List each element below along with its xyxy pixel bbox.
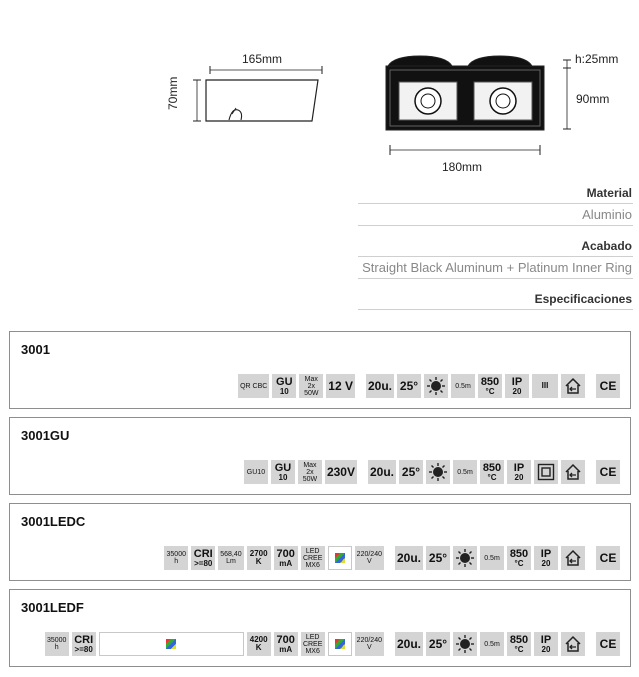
- spec-divider: [358, 225, 633, 226]
- icon-label: LED: [305, 547, 320, 555]
- temperature-icon: [507, 632, 531, 656]
- icon-label: h: [174, 558, 179, 565]
- icon-label: QR CBC: [240, 382, 268, 390]
- top-height-dimension: h:25mm: [575, 52, 619, 66]
- side-height-dimension: 70mm: [166, 76, 180, 110]
- lamp-gu10-icon: [244, 460, 268, 484]
- side-width-dimension: 165mm: [242, 52, 283, 66]
- indoor-icon: [561, 546, 585, 570]
- icon-label: 850: [509, 633, 529, 646]
- class-iii-icon: [532, 374, 558, 398]
- product-card: [9, 417, 631, 495]
- product-card: [9, 589, 631, 667]
- ce-mark-icon: [596, 632, 620, 656]
- indoor-icon: [561, 632, 585, 656]
- icon-label: 220/240: [356, 551, 382, 558]
- icon-label: °C: [514, 558, 524, 568]
- icon-label: 700: [276, 633, 295, 646]
- icon-label: CE: [599, 551, 617, 565]
- spec-label: Acabado: [581, 239, 632, 253]
- icon-label: mA: [279, 558, 293, 568]
- icon-label: 850: [482, 461, 502, 474]
- class-ii-icon: [534, 460, 558, 484]
- ce-mark-icon: [596, 460, 620, 484]
- icon-label: CREE: [302, 554, 323, 562]
- icon-label: CE: [599, 637, 617, 651]
- spec-divider: [358, 278, 633, 279]
- indoor-icon: [561, 460, 585, 484]
- beam-icon: [426, 460, 450, 484]
- cri-icon: [72, 632, 96, 656]
- product-code: 3001LEDF: [21, 600, 84, 615]
- beam-icon: [453, 546, 477, 570]
- icon-label: 230V: [326, 465, 355, 479]
- ip-rating-icon: [534, 632, 558, 656]
- rgb-icon: [328, 546, 352, 570]
- lifetime-icon: [164, 546, 188, 570]
- indoor-icon: [561, 374, 585, 398]
- icon-label: CRI: [193, 547, 213, 560]
- icon-label: 0.5m: [484, 640, 500, 648]
- icon-label: CE: [599, 465, 617, 479]
- rgb-icon: [328, 632, 352, 656]
- icon-label: 25°: [428, 637, 448, 651]
- product-icon-row: [164, 546, 620, 570]
- icon-label: 20u.: [369, 465, 394, 479]
- spec-label: Material: [586, 186, 632, 200]
- units-icon: [395, 632, 423, 656]
- ce-mark-icon: [596, 374, 620, 398]
- icon-label: 2x: [307, 382, 315, 390]
- units-icon: [368, 460, 396, 484]
- icon-label: 700: [276, 547, 295, 560]
- icon-label: 12 V: [328, 379, 353, 393]
- icon-label: CRI: [74, 633, 94, 646]
- ip-rating-icon: [505, 374, 529, 398]
- current-icon: [274, 632, 298, 656]
- max-power-icon: [299, 374, 323, 398]
- icon-label: 50W: [304, 389, 319, 397]
- icon-label: MX6: [305, 647, 320, 655]
- voltage-icon: [325, 460, 357, 484]
- top-width-dimension: 180mm: [442, 160, 483, 174]
- distance-icon: [451, 374, 475, 398]
- icon-label: 25°: [401, 465, 421, 479]
- icon-label: >=80: [194, 558, 213, 568]
- product-icon-row: [45, 632, 620, 656]
- product-icon-row: [238, 374, 620, 398]
- icon-label: 20u.: [396, 551, 421, 565]
- icon-label: h: [54, 644, 59, 651]
- icon-label: mA: [279, 644, 293, 654]
- ce-mark-icon: [596, 546, 620, 570]
- icon-label: °C: [487, 472, 497, 482]
- lamp-qr-cbc-icon: [238, 374, 269, 398]
- icon-label: Max: [303, 461, 317, 469]
- temperature-icon: [507, 546, 531, 570]
- tilt-icon: [426, 632, 450, 656]
- icon-label: 35000: [46, 637, 67, 644]
- product-code: 3001: [21, 342, 50, 357]
- icon-label: °C: [485, 386, 495, 396]
- icon-label: 20: [541, 644, 551, 654]
- icon-label: IP: [540, 547, 552, 560]
- ip-rating-icon: [507, 460, 531, 484]
- ip-rating-icon: [534, 546, 558, 570]
- icon-label: 20u.: [396, 637, 421, 651]
- side-view-drawing: [193, 66, 322, 121]
- voltage-range-icon: [355, 632, 384, 656]
- lumen-icon: [218, 546, 243, 570]
- icon-label: 20: [541, 558, 551, 568]
- voltage-icon: [326, 374, 355, 398]
- icon-label: Max: [304, 375, 318, 383]
- distance-icon: [480, 546, 504, 570]
- icon-label: GU: [274, 461, 292, 474]
- spec-value: Straight Black Aluminum + Platinum Inner Ring: [362, 260, 632, 275]
- icon-label: 0.5m: [455, 382, 471, 390]
- spec-value: Aluminio: [582, 207, 632, 222]
- distance-icon: [453, 460, 477, 484]
- socket-gu10-icon: [272, 374, 296, 398]
- icon-label: GU10: [246, 468, 266, 476]
- icon-label: CE: [599, 379, 617, 393]
- icon-label: GU: [276, 375, 293, 388]
- icon-label: 2x: [306, 468, 314, 476]
- beam-icon: [453, 632, 477, 656]
- icon-label: MX6: [305, 561, 320, 569]
- lifetime-icon: [45, 632, 69, 656]
- icon-label: 2700: [249, 549, 268, 558]
- icon-label: 35000: [166, 551, 186, 558]
- icon-label: 850: [509, 547, 529, 560]
- spec-divider: [358, 256, 633, 257]
- tilt-icon: [399, 460, 423, 484]
- icon-label: III: [541, 381, 549, 390]
- led-cree-icon: [301, 546, 325, 570]
- max-power-icon: [298, 460, 322, 484]
- beam-icon: [424, 374, 448, 398]
- spec-divider: [358, 203, 633, 204]
- spec-finish: [358, 239, 633, 279]
- distance-icon: [480, 632, 504, 656]
- current-icon: [274, 546, 298, 570]
- icon-label: 0.5m: [484, 554, 500, 562]
- icon-label: V: [366, 558, 372, 565]
- color-temp-icon: [247, 632, 271, 656]
- icon-label: 0.5m: [457, 468, 473, 476]
- icon-label: 220/240: [356, 637, 382, 644]
- icon-label: Lm: [226, 558, 236, 565]
- units-icon: [395, 546, 423, 570]
- icon-label: 850: [480, 375, 500, 388]
- icon-label: 568,40: [220, 551, 242, 558]
- product-icon-row: [244, 460, 620, 484]
- cri-icon: [191, 546, 215, 570]
- color-temp-icon: [247, 546, 271, 570]
- icon-label: 25°: [399, 379, 419, 393]
- icon-label: K: [255, 643, 262, 652]
- icon-label: 50W: [302, 475, 318, 483]
- rgb-wide-icon: [99, 632, 244, 656]
- icon-label: 20u.: [367, 379, 392, 393]
- icon-label: IP: [540, 633, 552, 646]
- spec-specifications: [358, 292, 633, 310]
- top-depth-dimension: 90mm: [576, 92, 610, 106]
- icon-label: °C: [514, 644, 524, 654]
- icon-label: LED: [305, 633, 320, 641]
- icon-label: K: [255, 557, 262, 566]
- product-card: [9, 331, 631, 409]
- spec-material: [358, 186, 633, 226]
- led-cree-icon: [301, 632, 325, 656]
- icon-label: 10: [278, 472, 288, 482]
- icon-label: 20: [512, 386, 522, 396]
- icon-label: >=80: [74, 644, 93, 654]
- technical-drawings: [0, 0, 639, 185]
- socket-gu10-icon: [271, 460, 295, 484]
- icon-label: 25°: [428, 551, 448, 565]
- icon-label: IP: [513, 461, 525, 474]
- voltage-range-icon: [355, 546, 384, 570]
- icon-label: 20: [514, 472, 524, 482]
- tilt-icon: [426, 546, 450, 570]
- product-card: [9, 503, 631, 581]
- top-view-drawing: [386, 56, 571, 155]
- spec-label: Especificaciones: [534, 292, 632, 306]
- spec-divider: [358, 309, 633, 310]
- icon-label: IP: [511, 375, 523, 388]
- temperature-icon: [480, 460, 504, 484]
- icon-label: 10: [279, 386, 289, 396]
- icon-label: V: [366, 644, 372, 651]
- product-code: 3001LEDC: [21, 514, 86, 529]
- units-icon: [366, 374, 394, 398]
- tilt-icon: [397, 374, 421, 398]
- icon-label: CREE: [302, 640, 323, 648]
- temperature-icon: [478, 374, 502, 398]
- product-code: 3001GU: [21, 428, 70, 443]
- icon-label: 4200: [249, 635, 268, 644]
